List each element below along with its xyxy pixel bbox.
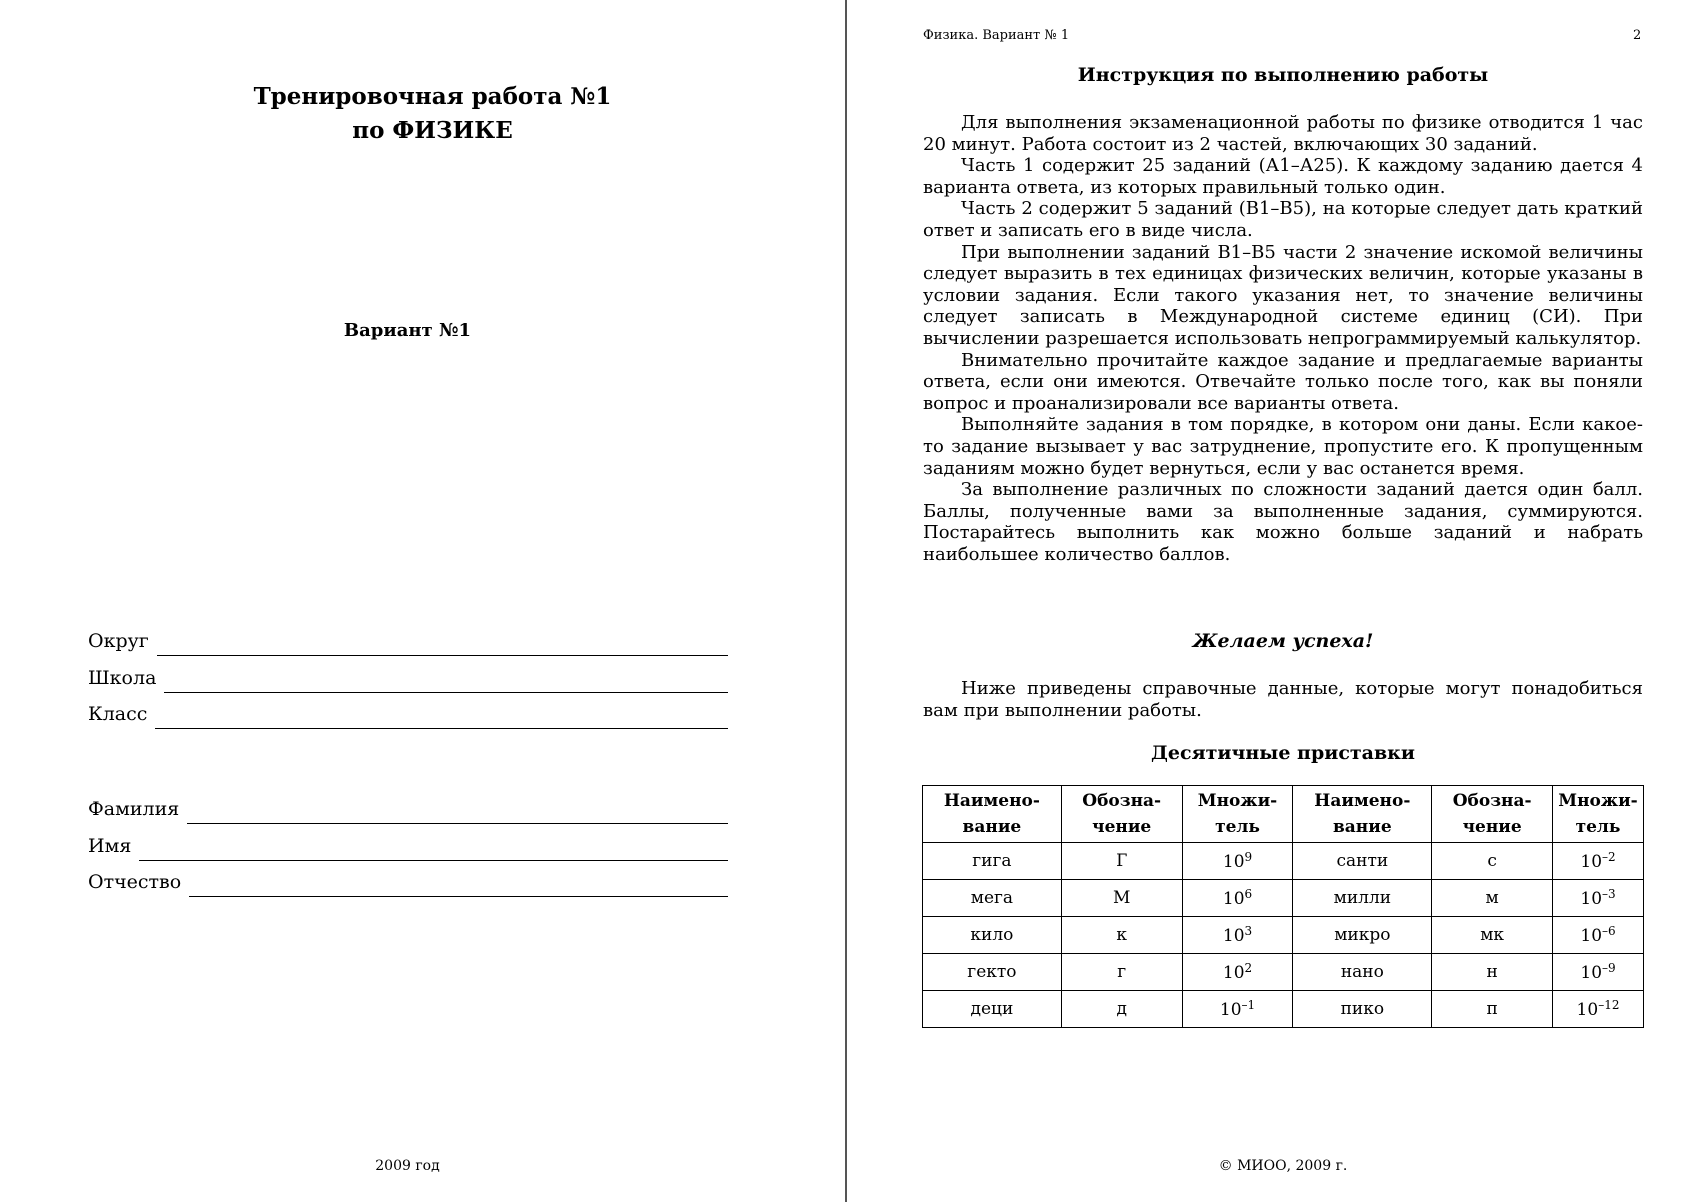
document-title xyxy=(0,80,865,148)
prefix-name: микро xyxy=(1293,917,1432,954)
prefix-symbol: д xyxy=(1061,991,1182,1028)
field-underline[interactable] xyxy=(139,838,728,861)
table-row xyxy=(923,917,1644,954)
instructions-title: Инструкция по выполнению работы xyxy=(1077,64,1489,86)
field-label: Отчество xyxy=(88,871,182,893)
paragraph: Ниже приведены справочные данные, которые могут понадобиться вам при выполнении работы. xyxy=(923,678,1643,721)
prefix-symbol: мк xyxy=(1432,917,1553,954)
prefix-table xyxy=(922,785,1644,1028)
field-label: Имя xyxy=(88,835,132,857)
prefix-multiplier: $10^{-12}$ xyxy=(1553,991,1644,1028)
year-footer: 2009 год xyxy=(375,1158,440,1174)
field-underline[interactable] xyxy=(189,874,728,897)
table-row xyxy=(923,843,1644,880)
prefix-name: кило xyxy=(923,917,1062,954)
column-header: Обозна- чение xyxy=(1061,786,1182,843)
field-surname xyxy=(88,792,728,820)
prefix-multiplier: $10^{-1}$ xyxy=(1182,991,1293,1028)
paragraph: Для выполнения экзаменационной работы по физике отводится 1 час 20 минут. Работа состоит из 2 частей, включающих 30 заданий. xyxy=(923,112,1643,155)
left-page xyxy=(0,0,845,1202)
prefix-symbol: г xyxy=(1061,954,1182,991)
variant-label: Вариант №1 xyxy=(343,320,472,341)
field-school xyxy=(88,661,728,689)
column-header: Множи- тель xyxy=(1553,786,1644,843)
good-luck-text: Желаем успеха! xyxy=(1192,630,1374,652)
field-underline[interactable] xyxy=(187,801,728,824)
field-underline[interactable] xyxy=(157,633,728,656)
prefix-name: санти xyxy=(1293,843,1432,880)
title-line-2: по ФИЗИКЕ xyxy=(352,117,513,144)
field-label: Округ xyxy=(88,630,149,652)
table-title: Десятичные приставки xyxy=(1151,742,1415,764)
prefix-name: пико xyxy=(1293,991,1432,1028)
field-class xyxy=(88,697,728,725)
field-name xyxy=(88,829,728,857)
table-header-row xyxy=(923,786,1644,843)
right-page xyxy=(847,0,1691,1202)
paragraph: Часть 1 содержит 25 заданий (А1–А25). К каждому заданию дается 4 варианта ответа, из которых правильный только один. xyxy=(923,155,1643,198)
column-header: Наимено- вание xyxy=(1293,786,1432,843)
prefix-symbol: М xyxy=(1061,880,1182,917)
prefix-name: гига xyxy=(923,843,1062,880)
table-row xyxy=(923,954,1644,991)
paragraph: При выполнении заданий В1–В5 части 2 значение искомой величины следует выразить в тех единицах физических величин, которые указаны в условии задания. Если такого указания нет, то значение величины следует записать в Международной системе единиц (СИ). При вычислении разрешается использовать непрограммируемый калькулятор. xyxy=(923,241,1643,349)
field-patronymic xyxy=(88,865,728,893)
instructions-body xyxy=(923,112,1643,565)
paragraph: За выполнение различных по сложности заданий дается один балл. Баллы, полученные вами за выполненные задания, суммируются. Постарайтесь выполнить как можно больше заданий и набрать наибольшее количество баллов. xyxy=(923,479,1643,565)
paragraph: Часть 2 содержит 5 заданий (В1–В5), на которые следует дать краткий ответ и записать его в виде числа. xyxy=(923,198,1643,241)
prefix-multiplier: $10^{-3}$ xyxy=(1553,880,1644,917)
prefix-symbol: Г xyxy=(1061,843,1182,880)
paragraph: Выполняйте задания в том порядке, в котором они даны. Если какое-то задание вызывает у вас затруднение, пропустите его. К пропущенным заданиям можно будет вернуться, если у вас останется время. xyxy=(923,414,1643,479)
paragraph: Внимательно прочитайте каждое задание и предлагаемые варианты ответа, если они имеются. Отвечайте только после того, как вы поняли вопрос и проанализировали все варианты ответа. xyxy=(923,349,1643,414)
prefix-multiplier: $10^{-9}$ xyxy=(1553,954,1644,991)
prefix-symbol: м xyxy=(1432,880,1553,917)
prefix-name: милли xyxy=(1293,880,1432,917)
prefix-symbol: п xyxy=(1432,991,1553,1028)
prefix-symbol: к xyxy=(1061,917,1182,954)
column-header: Наимено- вание xyxy=(923,786,1062,843)
prefix-multiplier: $10^2$ xyxy=(1182,954,1293,991)
reference-note xyxy=(923,678,1643,721)
prefix-multiplier: $10^{-6}$ xyxy=(1553,917,1644,954)
title-line-1: Тренировочная работа №1 xyxy=(253,83,612,110)
field-label: Фамилия xyxy=(88,798,180,820)
prefix-multiplier: $10^{-2}$ xyxy=(1553,843,1644,880)
column-header: Обозна- чение xyxy=(1432,786,1553,843)
table-row xyxy=(923,880,1644,917)
prefix-symbol: с xyxy=(1432,843,1553,880)
field-underline[interactable] xyxy=(155,706,728,729)
prefix-name: нано xyxy=(1293,954,1432,991)
running-header: Физика. Вариант № 1 xyxy=(923,28,1070,43)
prefix-name: деци xyxy=(923,991,1062,1028)
field-okrug xyxy=(88,624,728,652)
prefix-symbol: н xyxy=(1432,954,1553,991)
prefix-multiplier: $10^6$ xyxy=(1182,880,1293,917)
prefix-multiplier: $10^3$ xyxy=(1182,917,1293,954)
prefix-name: гекто xyxy=(923,954,1062,991)
copyright-footer: © МИОО, 2009 г. xyxy=(1218,1158,1348,1174)
page-number: 2 xyxy=(1633,28,1642,43)
column-header: Множи- тель xyxy=(1182,786,1293,843)
field-label: Класс xyxy=(88,703,148,725)
prefix-name: мега xyxy=(923,880,1062,917)
table-row xyxy=(923,991,1644,1028)
field-underline[interactable] xyxy=(164,670,728,693)
field-label: Школа xyxy=(88,667,157,689)
prefix-multiplier: $10^9$ xyxy=(1182,843,1293,880)
